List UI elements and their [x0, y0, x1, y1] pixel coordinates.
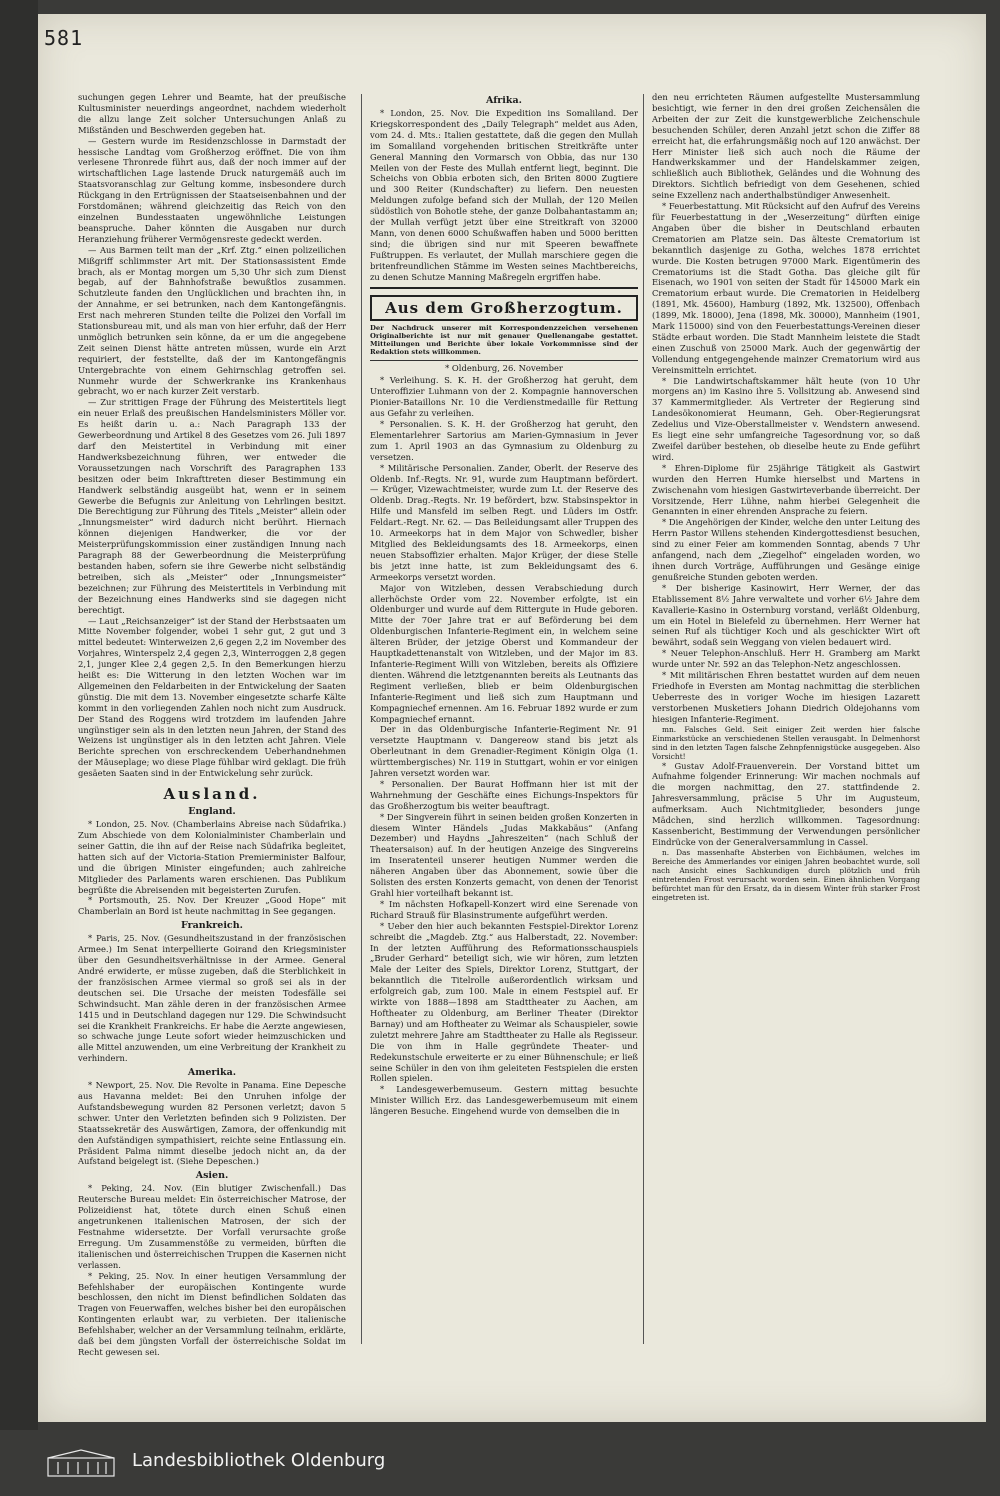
article-paragraph: * Peking, 25. Nov. In einer heutigen Versammlung der Befehlshaber der europäischen Kontingente wurde beschlossen, den nicht im Dienst befindlichen Soldaten das Tragen von Feuerwaffen, welches bisher bei den europäischen Kontingenten erlaubt war, zu verbieten. Der italienische Befehlshaber, welcher an der Versammlung teilnahm, erklärte, daß bei dem jüngsten Vorfall der österreichische Soldat im Recht gewesen sei.: [78, 1270, 346, 1357]
article-paragraph: * Die Angehörigen der Kinder, welche den unter Leitung des Herrn Pastor Willens stehenden Kindergottesdienst besuchen, sind zu einer Feier am kommenden Sonntag, abends 7 Uhr anfangend, nach dem „Ziegelhof“ eingeladen worden, wo ihnen durch Vorträge, Aufführungen und Gesänge einige genußreiche Stunden geboten werden.: [652, 517, 920, 582]
article-paragraph: * Im nächsten Hofkapell-Konzert wird eine Serenade von Richard Strauß für Blasinstrumente aufgeführt werden.: [370, 898, 638, 920]
library-footer: [0, 1430, 1000, 1496]
article-paragraph: suchungen gegen Lehrer und Beamte, hat der preußische Kultusminister neuerdings angeordnet, nachdem wiederholt die allzu lange Zeit solcher Untersuchungen Anlaß zu Mißständen und Beschwerden gegeben hat.: [78, 92, 346, 135]
article-paragraph: * London, 25. Nov. Die Expedition ins Somaliland. Der Kriegskorrespondent des „Daily Telegraph“ meldet aus Aden, vom 24. d. Mts.: Italien gestattete, daß die gegen den Mullah im Somaliland vorgehenden britischen Streitkräfte unter General Manning den Vormarsch von Obbia, das nur 130 Meilen von der Feste des Mullah entfernt liegt, beginnt. Die Scheichs von Obbia erboten sich, den Briten 8000 Zugtiere und 300 Reiter (Kundschafter) zu liefern. Den neuesten Meldungen zufolge befand sich der Mullah, der 120 Meilen südöstlich von Bohotle stehe, der ganze Dolbahantastamm an; der Mullah verfügt jetzt über eine Streitkraft von 32000 Mann, von denen 6000 Schußwaffen haben und 5000 beritten sind; die übrigen sind nur mit Speeren bewaffnete Fußtruppen. Es verlautet, der Mullah marschiere gegen die britenfreundlichen Stämme im Westen seines Machtbereichs, zu denen Schutze Manning Maßregeln ergriffen habe.: [370, 108, 638, 282]
dateline: * Oldenburg, 26. November: [445, 362, 563, 373]
column-divider: [643, 94, 644, 1344]
article-paragraph: * Paris, 25. Nov. (Gesundheitszustand in der französischen Armee.) Im Senat interpellierte Goirand den Kriegsminister über den Gesundheitsverhältnisse in der Armee. General André erwiderte, er müsse zugeben, daß die Sterblichkeit in der französischen Armee viermal so groß sei als in der deutschen sei. Die Ursache der meisten Todesfälle sei Schwindsucht. Man zähle deren in der französischen Armee 1415 und in Deutschland dagegen nur 129. Die Schwindsucht sei die Krankheit Frankreichs. Er habe die Aerzte angewiesen, so schwache junge Leute sofort wieder heimzuschicken und alle Mittel anzuwenden, um eine Verbreitung der Krankheit zu verhindern.: [78, 933, 346, 1064]
article-paragraph: * Portsmouth, 25. Nov. Der Kreuzer „Good Hope“ mit Chamberlain an Bord ist heute nachmittag in See gegangen.: [78, 895, 346, 917]
article-paragraph: * Ehren-Diplome für 25jährige Tätigkeit als Gastwirt wurden den Herren Humke hierselbst und Martens in Zwischenahn vom hiesigen Gastwirteverbande überreicht. Der Vorsitzende, Herr Lühne, nahm hierbei Gelegenheit die Genannten in einer ehrenden Ansprache zu feiern.: [652, 462, 920, 517]
article-paragraph: * Ueber den hier auch bekannten Festspiel-Direktor Lorenz schreibt die „Magdeb. Ztg.“ aus Halberstadt, 22. November: In der letzten Aufführung des Reformationsschauspiels „Bruder Gerhard“ beteiligt sich, wie wir hören, zum letzten Male der Leiter des Spiels, Direktor Lorenz, Stuttgart, der bekanntlich die Titelrolle außerordentlich wirksam und erfolgreich gab, zum 100. Male in einem Festspiel auf. Er wirkte von 1888—1898 am Stadttheater zu Aachen, am Hoftheater zu Oldenburg, am Berliner Theater (Direktor Barnay) und am Hoftheater zu Weimar als Schauspieler, sowie zuletzt mehrere Jahre am Stadttheater zu Halle als Regisseur. Die von ihm in Halle gegründete Theater- und Redekunstschule erweiterte er zu einer Bühnenschule; er ließ seine Schüler in den von ihm geleiteten Festspielen die ersten Rollen spielen.: [370, 920, 638, 1084]
article-paragraph: * Personalien. S. K. H. der Großherzog hat geruht, den Elementarlehrer Sartorius am Marien-Gymnasium in Jever zum 1. April 1903 an das Gymnasium zu Oldenburg zu versetzen.: [370, 419, 638, 462]
article-paragraph: * London, 25. Nov. (Chamberlains Abreise nach Südafrika.) Zum Abschiede von dem Kolonialminister Chamberlain und seiner Gattin, die ihn auf der Reise nach Südafrika begleitet, hatten sich auf der Victoria-Station Premierminister Balfour, und die übrigen Minister eingefunden; auch zahlreiche Mitglieder des Parlaments waren erschienen. Das Publikum begrüßte die Abreisenden mit begeisterten Zurufen.: [78, 819, 346, 895]
reprint-notice: Der Nachdruck unserer mit Korrespondenzzeichen versehenen Originalberichte ist nur mit genauer Quellenangabe gestattet. Mitteilungen und Berichte über lokale Vorkommnisse sind der Redaktion stets willkommen.: [370, 323, 638, 356]
article-paragraph: * Militärische Personalien. Zander, Oberlt. der Reserve des Oldenb. Inf.-Regts. Nr. 91, wurde zum Hauptmann befördert. — Krüger, Vizewachtmeister, wurde zum Lt. der Reserve des Oldenb. Drag.-Regts. Nr. 19 befördert, bzw. Stabsinspektor in Hilfe und Mansfeld im selben Regt. und Lüders im Ostfr. Feldart.-Regt. Nr. 62. — Das Beileidungsamt aller Truppen des 10. Armeekorps hat in dem Major von Schwedler, bisher Mitglied des Bekleidungsamts des 18. Armeekorps, einen neuen Stabsoffizier erhalten. Major Krüger, der diese Stelle bis jetzt inne hatte, ist zum Bekleidungsamt des 6. Armeekorps versetzt worden.: [370, 462, 638, 582]
section-rule: [370, 360, 638, 361]
article-paragraph: * Landesgewerbemuseum. Gestern mittag besuchte Minister Willich Erz. das Landesgewerbemuseum mit einem längeren Besuche. Eingehend wurde von demselben die in: [370, 1084, 638, 1117]
subheading-afrika: Afrika.: [486, 95, 522, 106]
article-paragraph: * Verleihung. S. K. H. der Großherzog hat geruht, dem Unteroffizier Luhmann von der 2. Kompagnie hannoverschen Pionier-Bataillons Nr. 10 die Verdienstmedaille für Rettung aus Gefahr zu verleihen.: [370, 375, 638, 419]
article-paragraph: — Laut „Reichsanzeiger“ ist der Stand der Herbstsaaten um Mitte November folgender, wobei 1 sehr gut, 2 gut und 3 mittel bedeutet: Winterweizen 2,6 gegen 2,2 im November des Vorjahres, Winterspelz 2,4 gegen 2,3, Winterroggen 2,8 gegen 2,1, junger Klee 2,4 gegen 2,5. In den Bemerkungen hierzu heißt es: Die Witterung in den letzten Wochen war im Allgemeinen den Feldarbeiten in der Entwickelung der Saaten günstig. Die mit dem 13. November eingesetzte scharfe Kälte kommt in den vorliegenden Zahlen noch nicht zum Ausdruck. Der Stand des Roggens wird trotzdem im laufenden Jahre ungünstiger sein als in den letzten neun Jahren, der Stand des Weizens ist ungünstiger als in den letzten acht Jahren. Viele Berichte sprechen von erschreckendem Ueberhandnehmen der Mäuseplage; wo diese Plage fühlbar wird geklagt. Die früh gesäeten Saaten sind in der Entwickelung sehr zurück.: [78, 615, 346, 779]
section-heading-ausland: Ausland.: [163, 785, 261, 804]
column-right: [652, 92, 920, 1422]
article-paragraph: * Der Singverein führt in seinen beiden großen Konzerten in diesem Winter Händels „Judas Makkabäus“ (Anfang Dezember) und Haydns „Jahreszeiten“ (nach Schluß der Theatersaison) auf. In der heutigen Anzeige des Singvereins im Inseratenteil unserer heutigen Nummer werden die näheren Angaben über das Abonnement, sowie über die Solisten des ersten Konzerts gemacht, von denen der Tenorist Grahl hier vorteilhaft bekannt ist.: [370, 811, 638, 898]
article-paragraph: — Aus Barmen teilt man der „Krf. Ztg.“ einen polizeilichen Mißgriff schlimmster Art mit. Der Stationsassistent Emde brach, als er Montag morgen um 5,30 Uhr sich zum Dienst begab, auf der Bahnhofstraße bewußtlos zusammen. Schutzleute fanden den Unglücklichen und brachten ihn, in der Annahme, er sei betrunken, nach dem Kantongefängnis. Erst nach mehreren Stunden teilte die Polizei den Vorfall im Stationsbureau mit, und als man von hier erfuhr, daß der Herr unmöglich betrunken sein könne, da er um die angegebene Zeit seinen Dienst hätte antreten müssen, wurde ein Arzt requiriert, der feststellte, daß der im Kantongefängnis Untergebrachte von einem Gehirnschlag getroffen sei. Nunmehr wurde der Schwerkranke ins Krankenhaus gebracht, wo er nach kurzer Zeit verstarb.: [78, 244, 346, 397]
page-number: 581: [44, 26, 84, 50]
article-paragraph: n. Das massenhafte Absterben von Eichbäumen, welches im Bereiche des Ammerlandes vor einigen Jahren beobachtet wurde, soll nach Ansicht eines Sachkundigen durch plötzlich und früh eintretenden Frost verursacht worden sein. Einen ähnlichen Vorgang befürchtet man für den Ersatz, da in diesem Winter früh starker Frost eingetreten ist.: [652, 847, 920, 902]
column-left: [78, 92, 346, 1422]
article-paragraph: * Der bisherige Kasinowirt, Herr Werner, der das Etablissement 8½ Jahre verwaltete und vorher 6½ Jahre dem Kavallerie-Kasino in Osternburg vorstand, verläßt Oldenburg, um ein Hotel in Bielefeld zu übernehmen. Herr Werner hat seinen Ruf als tüchtiger Koch und als geschickter Wirt oft bewährt, sodaß sein Weggang von vielen bedauert wird.: [652, 582, 920, 648]
article-paragraph: * Mit militärischen Ehren bestattet wurden auf dem neuen Friedhofe in Eversten am Montag nachmittag die sterblichen Ueberreste des in voriger Woche im hiesigen Lazarett verstorbenen Musketiers Johann Diedrich Oldejohanns vom hiesigen Infanterie-Regiment.: [652, 670, 920, 724]
article-paragraph: Der in das Oldenburgische Infanterie-Regiment Nr. 91 versetzte Hauptmann v. Dangereow stand bis jetzt als Oberleutnant in dem Grenadier-Regiment Königin Olga (1. württembergisches) Nr. 119 in Stuttgart, wohin er vor einigen Jahren versetzt worden war.: [370, 724, 638, 779]
article-paragraph: * Personalien. Der Baurat Hoffmann hier ist mit der Wahrnehmung der Geschäfte eines Eichungs-Inspektors für das Großherzogtum bis weiter beauftragt.: [370, 778, 638, 811]
article-paragraph: * Peking, 24. Nov. (Ein blutiger Zwischenfall.) Das Reutersche Bureau meldet: Ein österreichischer Matrose, der Polizeidienst hat, tötete durch einen Schuß einen angetrunkenen italienischen Matrosen, der sich der Festnahme widersetzte. Der Vorfall verursachte große Erregung. Um Zusammenstöße zu vermeiden, bürften die italienischen und österreichischen Truppen die Kasernen nicht verlassen.: [78, 1183, 346, 1270]
subheading-asien: Asien.: [195, 1170, 229, 1182]
scan-left-edge: [0, 0, 38, 1430]
library-name: Landesbibliothek Oldenburg: [132, 1450, 386, 1471]
column-divider: [361, 94, 362, 1344]
article-paragraph: — Zur strittigen Frage der Führung des Meistertitels liegt ein neuer Erlaß des preußischen Handelsministers Möller vor. Es heißt darin u. a.: Nach Paragraph 133 der Gewerbeordnung und Artikel 8 des Gesetzes vom 26. Juli 1897 darf den Meistertitel in Verbindung mit einer Handwerksbezeichnung führen, wer entweder die Voraussetzungen nach Vorschrift des Paragraphen 133 besitzen oder beim Inkrafttreten dieser Bestimmung ein Handwerk selbständig ausgeübt hat, wenn er in seinem Gewerbe die Befugnis zur Anleitung von Lehrlingen besitzt. Die Berechtigung zur Führung des Titels „Meister“ allein oder „Innungsmeister“ wird dadurch nicht berührt. Hiernach können diejenigen Handwerker, die vor der Meisterprüfungskommission einer zuständigen Innung nach Paragraph 88 der Gewerbeordnung die Meisterprüfung bestanden haben, sofern sie ihre Gewerbe nicht selbständig betreiben, sich als „Meister“ oder „Innungsmeister“ bezeichnen; zur Führung des Meistertitels in Verbindung mit der Bezeichnung eines Handwerks sind sie dagegen nicht berechtigt.: [78, 397, 346, 615]
article-paragraph: * Feuerbestattung. Mit Rücksicht auf den Aufruf des Vereins für Feuerbestattung in der „Weserzeitung“ dürften einige Angaben über die bisher in Deutschland erbauten Crematorien am Platze sein. Das älteste Crematorium ist bekanntlich dasjenige zu Gotha, welches 1878 errichtet wurde. Die Kosten betrugen 97000 Mark. Eigentümerin des Crematoriums ist die Stadt Gotha. Das gleiche gilt für Eisenach, wo 1901 von seiten der Stadt für 145000 Mark ein Crematorium erbaut wurde. Die Crematorien in Heidelberg (1891, Mk. 45600), Hamburg (1892, Mk. 132500), Offenbach (1899, Mk. 18000), Jena (1898, Mk. 30000), Mannheim (1901, Mark 115000) sind von den Feuerbestattungs-Vereinen dieser Städte erbaut worden. Die Stadt Mannheim leistete die Stadt einen Zuschuß von 25000 Mark. Auch der gegenwärtig der Vollendung entgegengehende mainzer Crematorium wird aus Vereinsmitteln errichtet.: [652, 201, 920, 375]
subheading-england: England.: [188, 806, 236, 818]
section-heading-grossherzogtum: Aus dem Großherzogtum.: [370, 295, 638, 321]
subheading-frankreich: Frankreich.: [181, 920, 243, 932]
column-middle: [370, 92, 638, 1422]
article-paragraph: * Neuer Telephon-Anschluß. Herr H. Gramberg am Markt wurde unter Nr. 592 an das Telephon-Netz angeschlossen.: [652, 648, 920, 670]
article-paragraph: * Newport, 25. Nov. Die Revolte in Panama. Eine Depesche aus Havanna meldet: Bei den Unruhen infolge der Aufstandsbewegung wurden 82 Personen verletzt; davon 5 schwer. Unter den Verletzten befinden sich 9 Polizisten. Der Staatssekretär des Auswärtigen, Zamora, der offenkundig mit den Aufständigen sympathisiert, reichte seine Entlassung ein. Präsident Palma nimmt dieselbe jedoch nicht an, da der Aufstand beigelegt ist. (Siehe Depeschen.): [78, 1080, 346, 1167]
article-paragraph: mn. Falsches Geld. Seit einiger Zeit werden hier falsche Einmarkstücke an verschiedenen Stellen verausgabt. In Delmenhorst sind in den letzten Tagen falsche Zehnpfennigstücke ausgegeben. Also Vorsicht!: [652, 724, 920, 761]
subheading-amerika: Amerika.: [187, 1067, 237, 1079]
article-paragraph: Major von Witzleben, dessen Verabschiedung durch allerhöchste Order vom 22. November erfolgte, ist ein Oldenburger und wurde auf dem Rittergute in Hude geboren. Mitte der 70er Jahre trat er auf Beförderung bei dem Oldenburgischen Infanterie-Regiment ein, in welchem seine älteren Brüder, der jetzige Oberst und Kommandeur der Hauptkadettenanstalt von Witzleben, und der Major im 83. Infanterie-Regiment Willi von Witzleben, bereits als Offiziere dienten. Während die letztgenannten bereits als Leutnants das Regiment verließen, blieb er beim Oldenburgischen Infanterie-Regiment und ließ sich zum Hauptmann und Kompagniechef ernennen. Am 16. Februar 1892 wurde er zum Kompagniechef ernannt.: [370, 582, 638, 724]
article-paragraph: den neu errichteten Räumen aufgestellte Mustersammlung besichtigt, wie ferner in den drei großen Zeichensälen die Arbeiten der zur Zeit die kunstgewerbliche Zeichenschule besuchenden Schüler, deren Anzahl jetzt schon die Ziffer 88 erreicht hat, die erfahrungsmäßig noch auf 120 anwächst. Der Herr Minister ließ sich auch noch die Räume der Handwerkskammer und der Handelskammer zeigen, schließlich auch Bibliothek, Geländes und die Wohnung des Direktors. Sichtlich befriedigt von dem Gesehenen, schied seine Exzellenz nach anderthalbstündiger Anwesenheit.: [652, 92, 920, 201]
article-paragraph: — Gestern wurde im Residenzschlosse in Darmstadt der hessische Landtag vom Großherzog eröffnet. Die von ihm verlesene Thronrede führt aus, daß der noch immer auf der wirtschaftlichen Lage lastende Druck naturgemäß auch im Staatsvoranschlag zur Geltung komme, insbesondere durch Rückgang in den Ertrügnissen der Staatseisenbahnen und der Forstdomänen; während gleichzeitig das Reich von den einzelnen Bundesstaaten ungewöhnliche Leistungen beanspruche. Daher könnten die Ausgaben nur durch Heranziehung früherer Vermögensreste gedeckt werden.: [78, 135, 346, 244]
article-paragraph: * Gustav Adolf-Frauenverein. Der Vorstand bittet um Aufnahme folgender Erinnerung: Wir machen nochmals auf die morgen nachmittag, den 27. stattfindende 2. Jahresversammlung, präcise 5 Uhr im Augusteum, aufmerksam. Auch Nichtmitglieder, besonders junge Mädchen, sind herzlich willkommen. Tagesordnung: Kassenbericht, Bestimmung der Verwendungen persönlicher Eindrücke von der Generalversammlung in Cassel.: [652, 760, 920, 847]
article-paragraph: * Die Landwirtschaftskammer hält heute (von 10 Uhr morgens an) im Kasino ihre 5. Vollsitzung ab. Anwesend sind 37 Kammermitglieder. Als Vertreter der Regierung sind Landesökonomierat Heumann, Geh. Ober-Regierungsrat Zedelius und Vize-Oberstallmeister v. Wendstern anwesend. Es liegt eine sehr umfangreiche Tagesordnung vor, so daß Zweifel darüber bestehen, ob dieselbe heute zu Ende geführt wird.: [652, 375, 920, 462]
library-building-icon: [46, 1448, 116, 1478]
section-rule: [370, 287, 638, 289]
